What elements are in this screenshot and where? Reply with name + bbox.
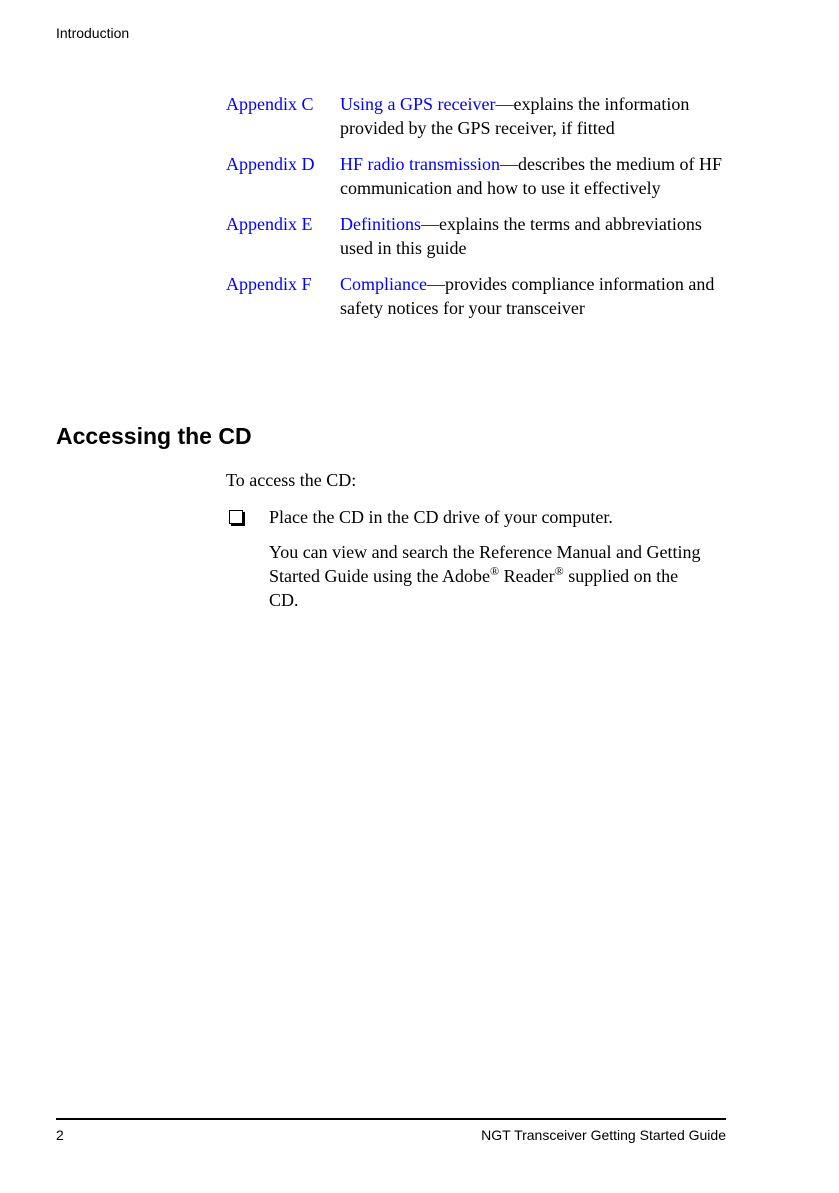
em-dash: — <box>426 274 445 294</box>
appendix-row <box>226 272 736 320</box>
appendix-list <box>226 92 736 332</box>
section-title: Accessing the CD <box>56 423 252 449</box>
appendix-ref[interactable]: Appendix C <box>226 94 314 114</box>
appendix-ref[interactable]: Appendix F <box>226 274 312 294</box>
registered-mark: ® <box>489 564 500 578</box>
appendix-desc-text: describes the medium of HF communication and how to use it effectively <box>340 154 722 198</box>
appendix-description <box>340 92 736 140</box>
appendix-link[interactable]: Definitions <box>340 214 421 234</box>
appendix-description <box>340 152 736 200</box>
appendix-desc-text: explains the terms and abbreviations used in this guide <box>340 214 702 258</box>
checkbox-icon <box>229 510 243 524</box>
section-intro: To access the CD: <box>226 470 357 490</box>
footer-rule <box>56 1118 726 1120</box>
appendix-ref[interactable]: Appendix E <box>226 214 313 234</box>
appendix-desc-text: explains the information provided by the GPS receiver, if fitted <box>340 94 690 138</box>
step-item <box>226 505 726 529</box>
appendix-row <box>226 92 736 140</box>
appendix-link[interactable]: HF radio transmission <box>340 154 500 174</box>
appendix-desc-text: provides compliance information and safety notices for your transceiver <box>340 274 715 318</box>
em-dash: — <box>421 214 439 234</box>
em-dash: — <box>495 94 514 114</box>
note-text-1: You can view and search the Reference Manual and Getting Started Guide using the Adobe <box>269 542 701 586</box>
appendix-row <box>226 152 736 200</box>
appendix-link[interactable]: Using a GPS receiver <box>340 94 496 114</box>
em-dash: — <box>500 154 518 174</box>
step-note <box>269 540 709 612</box>
footer-doc-title: NGT Transceiver Getting Started Guide <box>481 1127 726 1143</box>
appendix-ref[interactable]: Appendix D <box>226 154 315 174</box>
running-head: Introduction <box>56 25 130 41</box>
appendix-link[interactable]: Compliance <box>340 274 427 294</box>
appendix-description <box>340 272 736 320</box>
registered-mark: ® <box>554 564 564 578</box>
appendix-description <box>340 212 736 260</box>
note-text-2: Reader <box>499 566 555 586</box>
step-text: Place the CD in the CD drive of your computer. <box>269 507 613 527</box>
note-text-3: supplied on the CD. <box>269 566 679 610</box>
page-number: 2 <box>56 1127 64 1143</box>
appendix-row <box>226 212 736 260</box>
